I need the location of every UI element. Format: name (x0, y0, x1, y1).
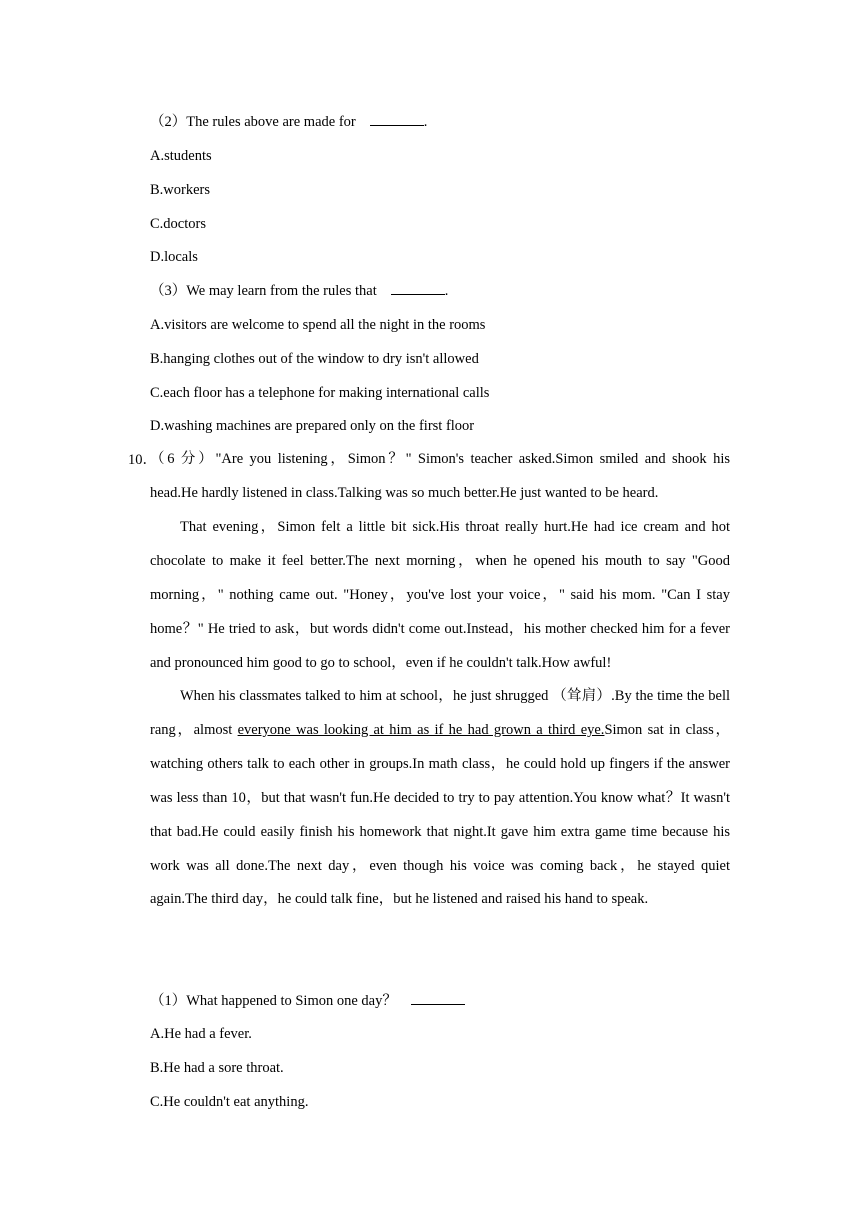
period: . (444, 283, 449, 299)
paragraph-text: "Are you listening，Simon？" Simon's teacher asked.Simon smiled and shook his head.He hardly listened in class.Talking was so much better.He just wanted to be heard. (150, 451, 730, 501)
passage-paragraph-3 (150, 680, 730, 917)
question-10-1-prompt (150, 991, 465, 1011)
option-a: A.He had a fever. (150, 1026, 252, 1042)
score: （6 分） (150, 451, 216, 467)
option-a: A.visitors are welcome to spend all the night in the rooms (150, 317, 486, 333)
question-9-2-prompt (150, 112, 427, 132)
option-b: B.workers (150, 182, 211, 198)
question-text: （2）The rules above are made for (150, 114, 356, 130)
answer-blank (411, 992, 465, 1005)
option-d: D.washing machines are prepared only on the first floor (150, 418, 475, 434)
paragraph-text: When his classmates talked to him at school，he just shrugged （耸肩）.By the time the bell rang，almost (150, 688, 730, 738)
option-d: D.locals (150, 249, 198, 265)
paragraph-text: That evening，Simon felt a little bit sick.His throat really hurt.He had ice cream and hot chocolate to make it feel better.The next morning，when he opened his mouth to say "Good morning，" nothing came out. "Honey，you've lost your voice，" said his mom. "Can I stay home？" He tried to ask，but words didn't come out.Instead，his mother checked him for a fever and pronounced him good to go to school，even if he couldn't talk.How awful! (150, 519, 730, 671)
question-9-3-prompt (150, 281, 448, 301)
question-text: （3）We may learn from the rules that (150, 283, 377, 299)
underlined-sentence: everyone was looking at him as if he had grown a third eye. (237, 721, 605, 738)
option-c: C.doctors (150, 216, 206, 232)
option-b: B.He had a sore throat. (150, 1060, 284, 1076)
question-number: 10． (128, 452, 157, 468)
option-a: A.students (150, 148, 212, 164)
option-c: C.each floor has a telephone for making international calls (150, 385, 490, 401)
option-c: C.He couldn't eat anything. (150, 1094, 309, 1110)
answer-blank (370, 113, 424, 126)
paragraph-text: Simon sat in class，watching others talk to each other in groups.In math class，he could hold up fingers if the answer was less than 10，but that wasn't fun.He decided to try to pay attention.You know what？It wasn't that bad.He could easily finish his homework that night.It gave him extra game time because his work was all done.The next day，even though his voice was coming back，he stayed quiet again.The third day，he could talk fine，but he listened and raised his hand to speak. (150, 721, 730, 908)
question-text: （1）What happened to Simon one day？ (150, 993, 397, 1009)
answer-blank (391, 282, 445, 295)
passage-paragraph-2 (150, 511, 730, 681)
passage-paragraph-1 (150, 443, 730, 511)
period: . (423, 114, 428, 130)
option-b: B.hanging clothes out of the window to dry isn't allowed (150, 351, 479, 367)
